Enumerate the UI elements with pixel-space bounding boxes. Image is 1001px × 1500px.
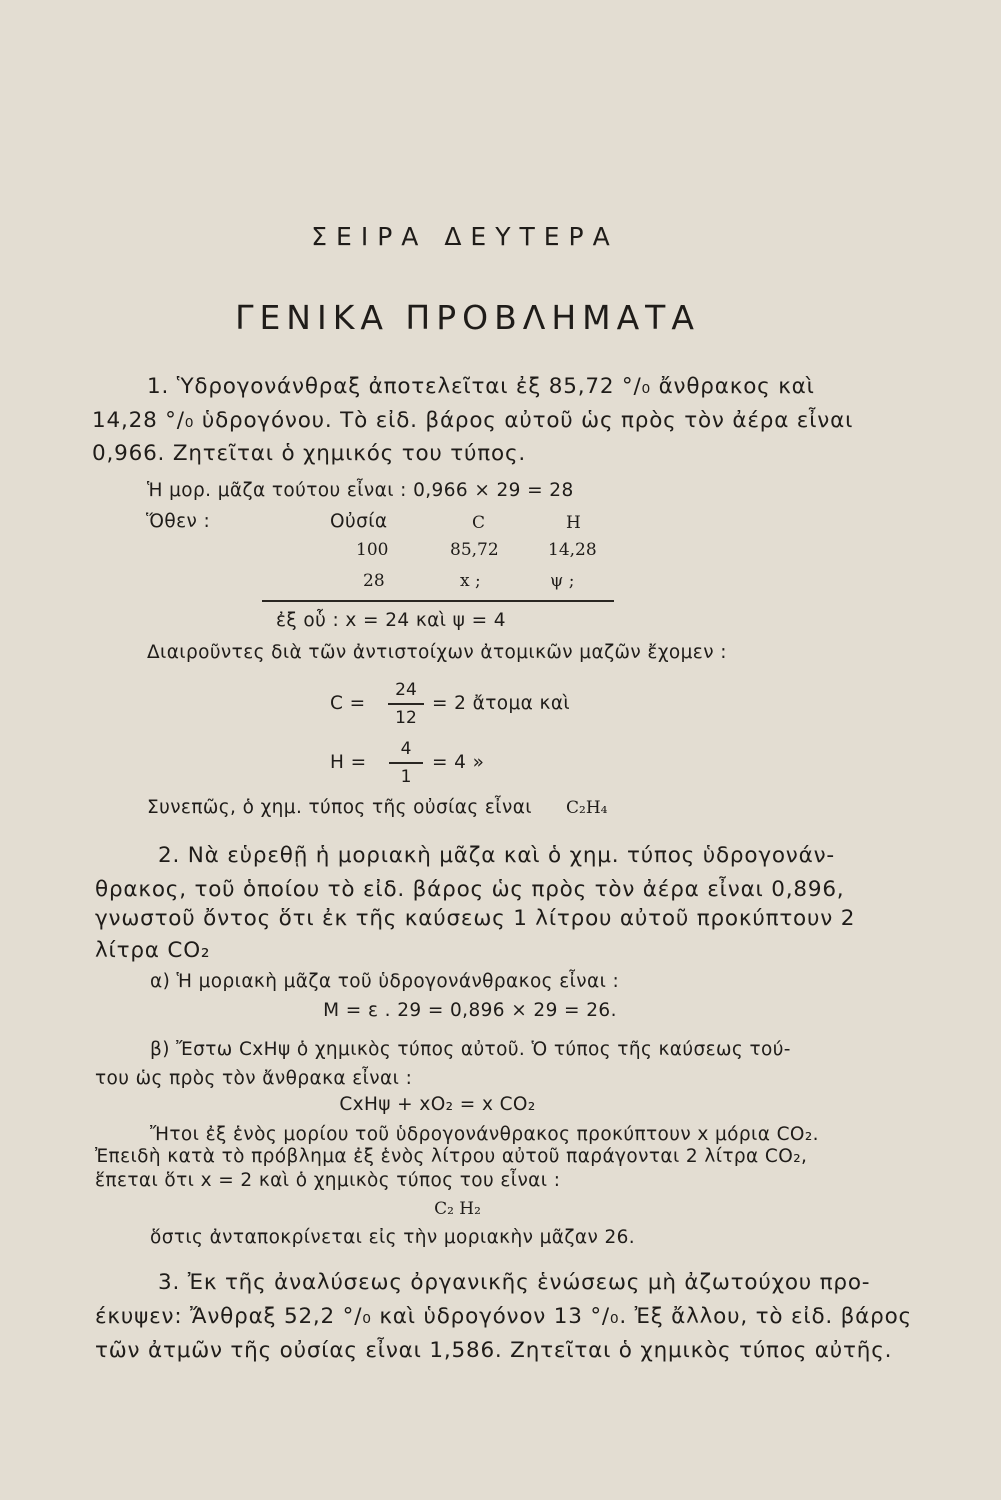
- conclusion-text: Συνεπῶς, ὁ χημ. τύπος τῆς οὐσίας εἶναι: [147, 797, 532, 818]
- h-fraction: [389, 739, 423, 787]
- table-cell-14-28: 14,28: [548, 540, 597, 560]
- h-fraction-denominator: 1: [400, 766, 412, 787]
- table-header-c: C: [472, 513, 486, 533]
- table-cell-85-72: 85,72: [450, 540, 499, 560]
- molar-mass-line: Ἡ μορ. μᾶζα τούτου εἶναι : 0,966 × 29 = 28: [147, 480, 574, 501]
- h-fraction-rhs: = 4 »: [432, 752, 485, 773]
- part-a-line: α) Ἡ μοριακὴ μᾶζα τοῦ ὑδρογονάνθρακος εἶναι :: [150, 971, 620, 992]
- problem1-line2: 14,28 °/₀ ὑδρογόνου. Τὸ εἰδ. βάρος αὐτοῦ ὡς πρὸς τὸν ἀέρα εἶναι: [92, 408, 854, 433]
- problem2-line2: θρακος, τοῦ ὁποίου τὸ εἰδ. βάρος ὡς πρὸς τὸν ἀέρα εἶναι 0,896,: [95, 877, 845, 902]
- problem2-line1: 2. Νὰ εὑρεθῇ ἡ μοριακὴ μᾶζα καὶ ὁ χημ. τύπος ὑδρογονάν-: [158, 843, 835, 868]
- problem3-line2: έκυψεν: Ἄνθραξ 52,2 °/₀ καὶ ὑδρογόνον 13 °/₀. Ἐξ ἄλλου, τὸ εἰδ. βάρος: [95, 1304, 912, 1329]
- c-fraction-lhs: C =: [330, 693, 366, 714]
- c-fraction-denominator: 12: [395, 707, 417, 728]
- table-cell-28: 28: [363, 571, 385, 591]
- table-divider: [262, 600, 614, 602]
- section-title: ΓΕΝΙΚΑ ΠΡΟΒΛΗΜΑΤΑ: [235, 298, 700, 337]
- c-fraction-numerator: 24: [395, 680, 417, 700]
- problem2-line4: λίτρα CO₂: [95, 938, 211, 963]
- result-line: ἐξ οὗ : x = 24 καὶ ψ = 4: [276, 610, 506, 631]
- h-fraction-numerator: 4: [400, 739, 412, 759]
- part-a-formula: M = ε . 29 = 0,896 × 29 = 26.: [323, 1000, 617, 1021]
- part-c-formula: C₂ H₂: [434, 1199, 481, 1219]
- problem3-line3: τῶν ἀτμῶν τῆς οὐσίας εἶναι 1,586. Ζητεῖται ὁ χημικὸς τύπος αὐτῆς.: [95, 1338, 893, 1363]
- final-line: ὅστις ἀνταποκρίνεται εἰς τὴν μοριακὴν μᾶζαν 26.: [150, 1227, 636, 1248]
- table-cell-psi: ψ ;: [550, 571, 575, 591]
- table-header-substance: Οὐσία: [330, 511, 388, 532]
- part-c-line3: ἕπεται ὅτι x = 2 καὶ ὁ χημικὸς τύπος του εἶναι :: [95, 1170, 561, 1191]
- h-fraction-lhs: H =: [330, 752, 367, 773]
- part-b-line2: του ὡς πρὸς τὸν ἄνθρακα εἶναι :: [95, 1068, 413, 1089]
- table-header-h: H: [566, 513, 581, 533]
- c-fraction-rhs: = 2 ἄτομα καὶ: [432, 693, 571, 714]
- h-fraction-bar: [389, 762, 423, 764]
- part-c-line2: Ἐπειδὴ κατὰ τὸ πρόβλημα ἐξ ἑνὸς λίτρου αὐτοῦ παράγονται 2 λίτρα CO₂,: [95, 1146, 808, 1167]
- c-fraction-bar: [388, 703, 424, 705]
- divide-line: Διαιροῦντες διὰ τῶν ἀντιστοίχων ἀτομικῶν μαζῶν ἔχομεν :: [147, 642, 727, 663]
- part-b-line1: β) Ἔστω CxHψ ὁ χημικὸς τύπος αὐτοῦ. Ὁ τύπος τῆς καύσεως τού-: [150, 1039, 791, 1060]
- conclusion-formula: C₂H₄: [566, 798, 608, 818]
- problem2-line3: γνωστοῦ ὄντος ὅτι ἐκ τῆς καύσεως 1 λίτρου αὐτοῦ προκύπτουν 2: [95, 906, 856, 931]
- problem1-line3: 0,966. Ζητεῖται ὁ χημικός του τύπος.: [92, 441, 527, 466]
- part-c-line1: Ἤτοι ἐξ ἑνὸς μορίου τοῦ ὑδρογονάνθρακος προκύπτουν x μόρια CO₂.: [150, 1124, 819, 1145]
- part-b-formula: CxHψ + xO₂ = x CO₂: [339, 1094, 536, 1115]
- series-title: ΣΕΙΡΑ ΔΕΥΤΕΡΑ: [311, 222, 619, 251]
- problem3-line1: 3. Ἐκ τῆς ἀναλύσεως ὀργανικῆς ἑνώσεως μὴ ἀζωτούχου προ-: [158, 1270, 871, 1295]
- table-cell-100: 100: [356, 540, 389, 560]
- problem1-line1: 1. Ὑδρογονάνθραξ ἀποτελεῖται ἐξ 85,72 °/₀ ἄνθρακος καὶ: [147, 374, 815, 399]
- table-cell-x: x ;: [460, 571, 481, 591]
- c-fraction: [388, 680, 424, 728]
- table-lead: Ὅθεν :: [146, 511, 211, 532]
